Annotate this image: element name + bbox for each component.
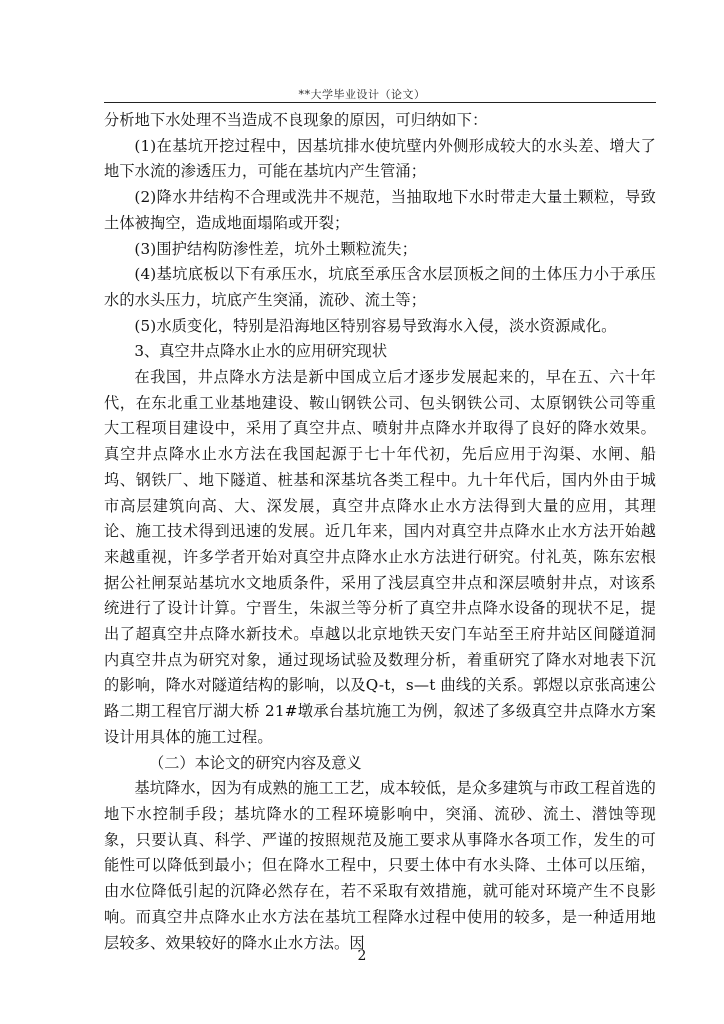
paragraph-item-3: (3)围护结构防渗性差，坑外土颗粒流失； xyxy=(134,239,418,258)
paragraph-intro: 分析地下水处理不当造成不良现象的原因，可归纳如下： xyxy=(104,111,488,129)
header-rule xyxy=(104,102,656,103)
section-heading-2: （二）本论文的研究内容及意义 xyxy=(149,753,362,772)
paragraph-item-1: (1)在基坑开挖过程中，因基坑排水使坑壁内外侧形成较大的水头差、增大了地下水流的渗透压力，可能在基坑内产生管涌； xyxy=(104,136,656,181)
page-number: 2 xyxy=(357,948,367,964)
page-header: **大学毕业设计（论文） xyxy=(298,88,426,101)
paragraph-item-4: (4)基坑底板以下有承压水，坑底至承压含水层顶板之间的土体压力小于承压水的水头压力，坑底产生突涌，流砂、流土等； xyxy=(104,265,656,309)
document-body xyxy=(104,108,656,956)
paragraph-significance: 基坑降水，因为有成熟的施工工艺，成本较低，是众多建筑与市政工程首选的地下水控制手段；基坑降水的工程环境影响中，突涌、流砂、流土、潜蚀等现象，只要认真、科学、严谨的按照规范及施工要求从事降水各项工作，发生的可能性可以降低到最小；但在降水工程中，只要土体中有水头降、土体可以压缩，由水位降低引起的沉降必然存在，若不采取有效措施，就可能对环境产生不良影响。而真空井点降水止水方法在基坑工程降水过程中使用的较多，是一种适用地层较多、效果较好的降水止水方法。因 xyxy=(104,779,656,952)
section-heading-3: 3、真空井点降水止水的应用研究现状 xyxy=(134,342,388,361)
paragraph-research-status: 在我国，井点降水方法是新中国成立后才逐步发展起来的，早在五、六十年代，在东北重工业基地建设、鞍山钢铁公司、包头钢铁公司、太原钢铁公司等重大工程项目建设中，采用了真空井点、喷射井点降水并取得了良好的降水效果。真空井点降水止水方法在我国起源于七十年代初，先后应用于沟渠、水闸、船坞、钢铁厂、地下隧道、桩基和深基坑各类工程中。九十年代后，国内外由于城市高层建筑向高、大、深发展，真空井点降水止水方法得到大量的应用，其理论、施工技术得到迅速的发展。近几年来，国内对真空井点降水止水方法开始越来越重视，许多学者开始对真空井点降水止水方法进行研究。付礼英，陈东宏根据公社闸泵站基坑水文地质条件，采用了浅层真空井点和深层喷射井点，对该系统进行了设计计算。宁晋生，朱淑兰等分析了真空井点降水设备的现状不足，提出了超真空井点降水新技术。卓越以北京地铁天安门车站至王府井站区间隧道洞内真空井点为研究对象，通过现场试验及数理分析，着重研究了降水对地表下沉的影响，降水对隧道结构的影响，以及Q-t，s—t 曲线的关系。郭煜以京张高速公路二期工程官厅湖大桥 21#墩承台基坑施工为例，叙述了多级真空井点降水方案设计用具体的施工过程。 xyxy=(104,368,656,746)
paragraph-item-5: (5)水质变化，特别是沿海地区特别容易导致海水入侵，淡水资源咸化。 xyxy=(134,316,617,335)
paragraph-item-2: (2)降水井结构不合理或洗井不规范，当抽取地下水时带走大量土颗粒，导致土体被掏空，造成地面塌陷或开裂； xyxy=(104,188,656,232)
